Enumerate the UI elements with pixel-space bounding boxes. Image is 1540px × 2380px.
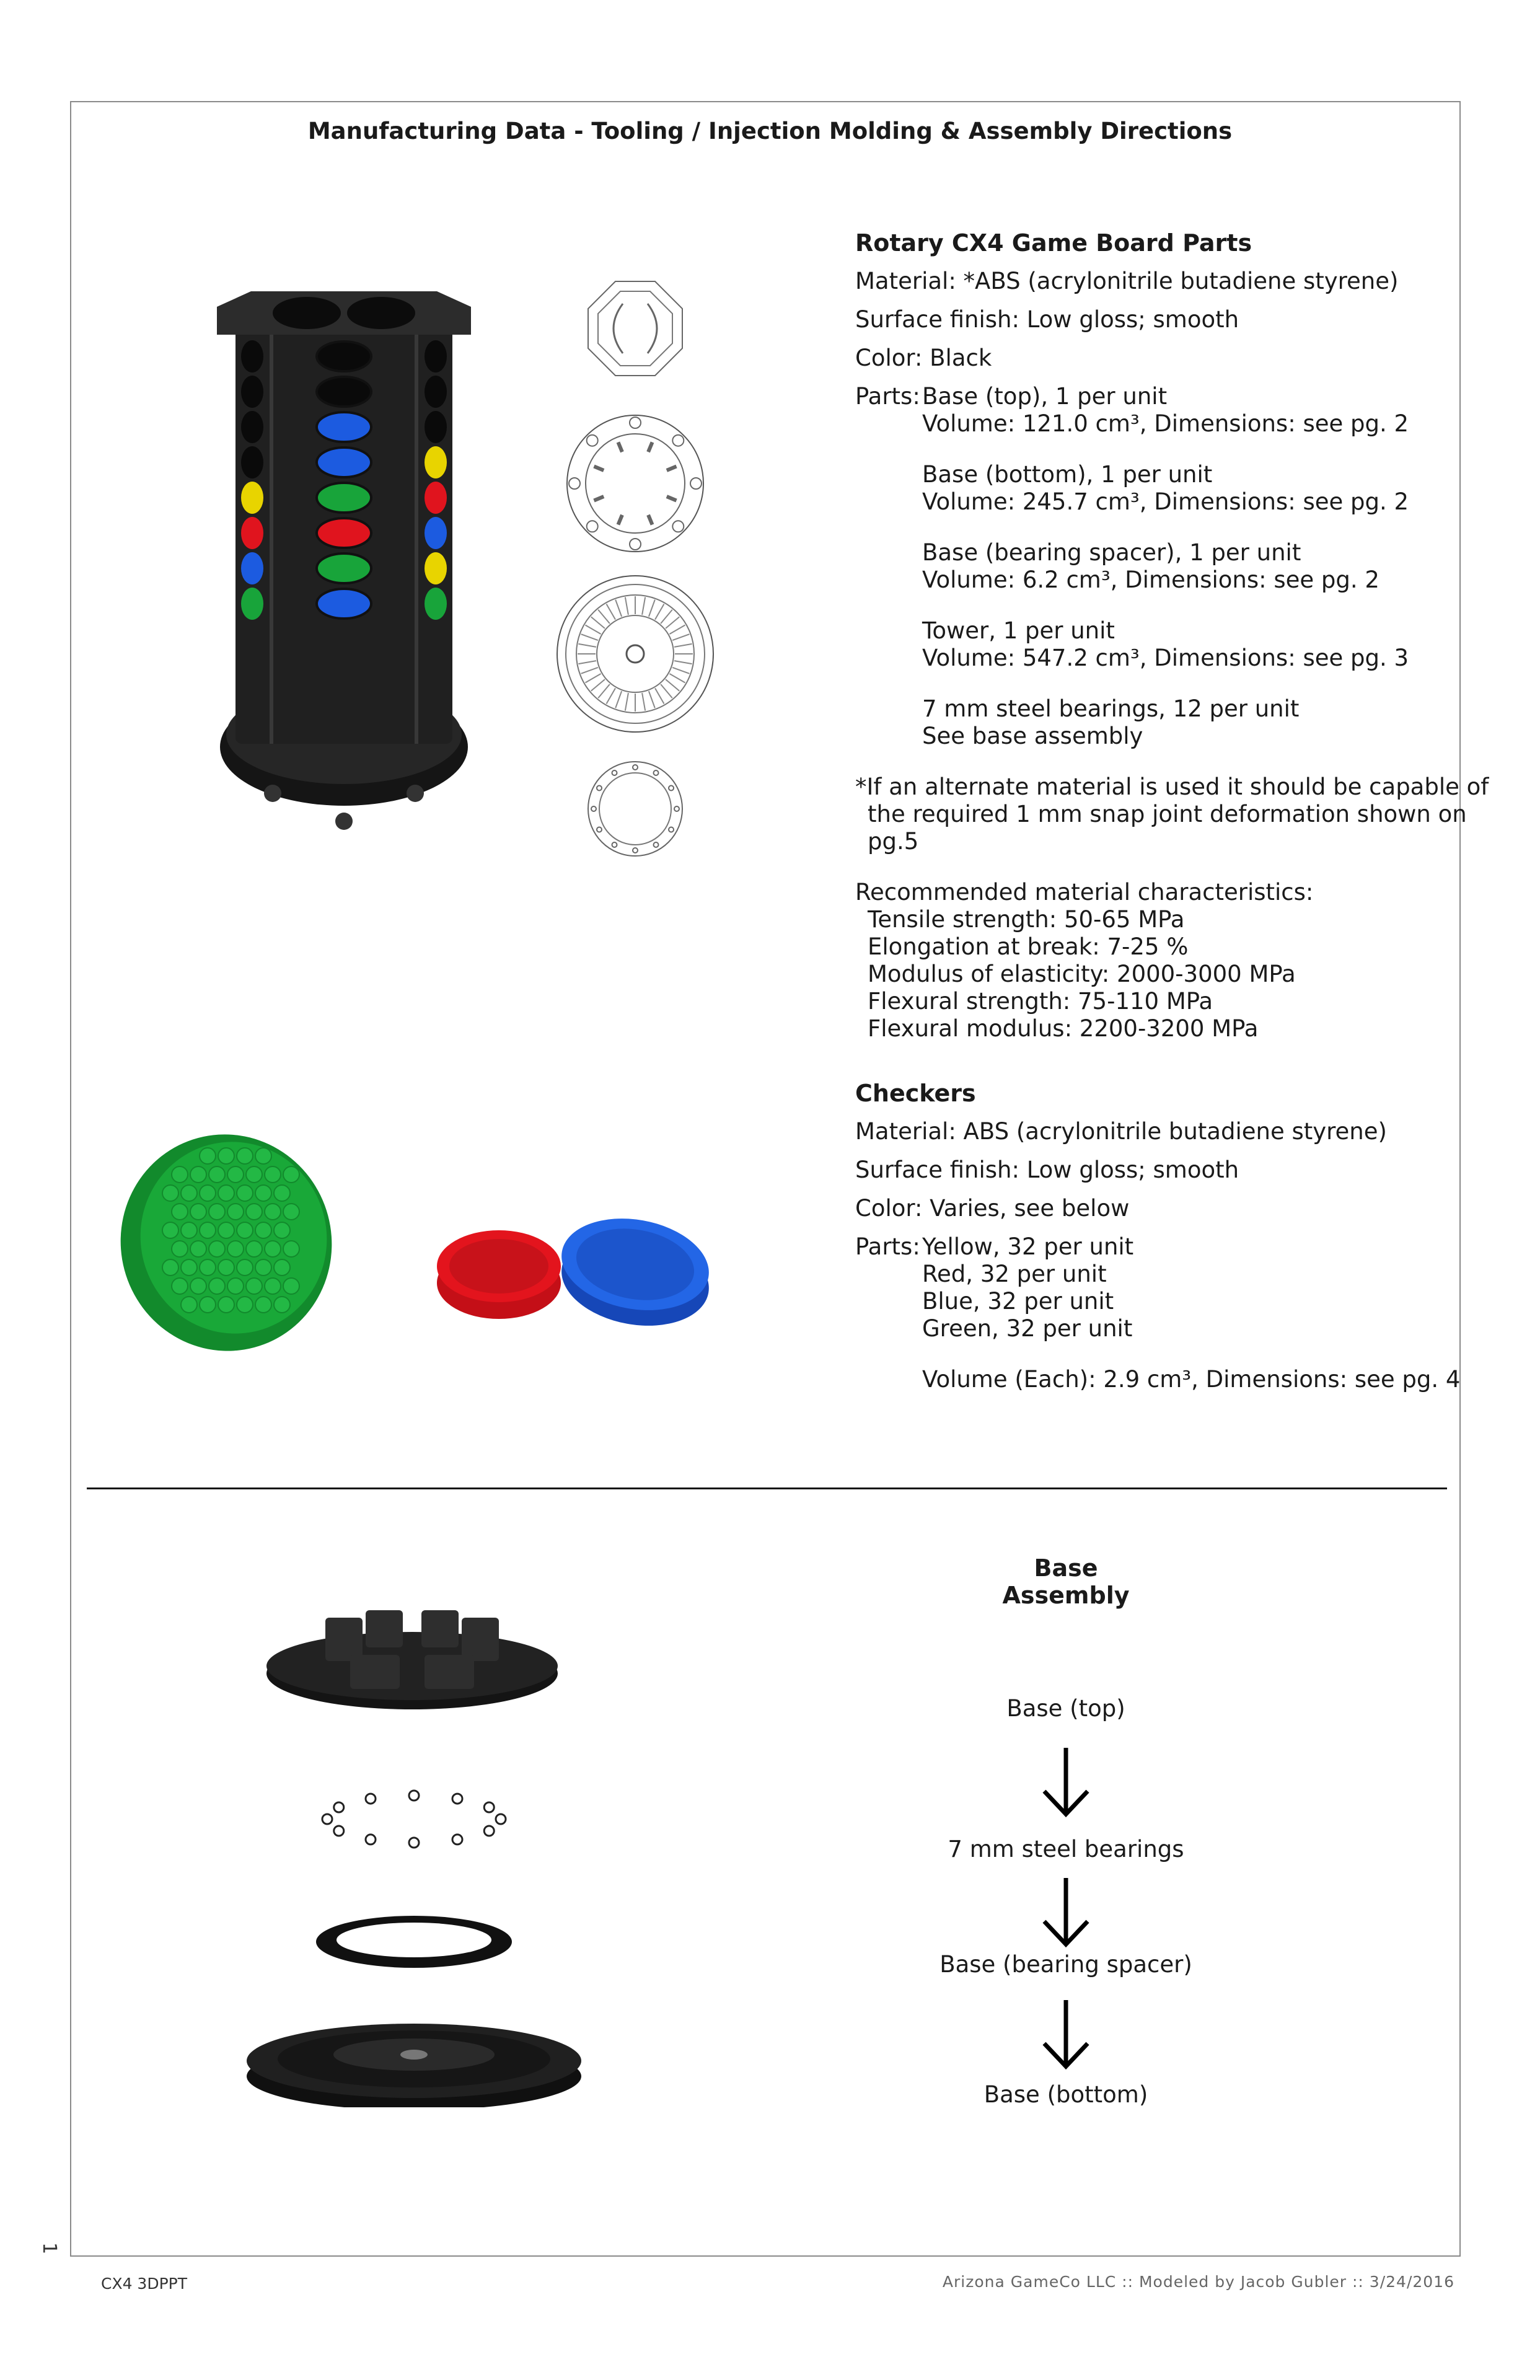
- part-detail: Volume: 121.0 cm³, Dimensions: see pg. 2: [922, 410, 1409, 437]
- tower-slot: [425, 446, 447, 478]
- tower-slot: [425, 482, 447, 514]
- rec-item: Elongation at break: 7-25 %: [868, 933, 1189, 960]
- board-surface: Surface finish: Low gloss; smooth: [855, 306, 1239, 333]
- rec-item: Flexural modulus: 2200-3200 MPa: [868, 1015, 1259, 1042]
- recommended-heading: Recommended material characteristics:: [855, 879, 1314, 906]
- bearing: [334, 1802, 344, 1812]
- bearing: [366, 1794, 376, 1804]
- tower-slot: [241, 411, 263, 443]
- checkers-color: Color: Varies, see below: [855, 1195, 1130, 1222]
- tower-slot: [241, 340, 263, 372]
- checkers-heading: Checkers: [855, 1080, 976, 1107]
- bearing: [452, 1835, 462, 1844]
- tower-slot: [317, 412, 371, 442]
- page-number: 1: [38, 2242, 61, 2255]
- part-name: Base (bearing spacer), 1 per unit: [922, 539, 1301, 566]
- tower-slot: [425, 517, 447, 549]
- tower-slot: [317, 553, 371, 583]
- base-bottom-drawing: [564, 412, 706, 555]
- board-parts-heading: Rotary CX4 Game Board Parts: [855, 229, 1252, 257]
- tower-slot: [317, 483, 371, 513]
- part-name: Tower, 1 per unit: [922, 617, 1115, 644]
- base-assembly-heading: Base Assembly: [1002, 1554, 1130, 1609]
- tower-slot: [241, 482, 263, 514]
- tower-slot: [425, 588, 447, 620]
- part-name: Base (top), 1 per unit: [922, 383, 1168, 410]
- down-arrow-icon: [1035, 1997, 1097, 2071]
- bearing-spacer-drawing: [586, 759, 685, 858]
- base-detail-drawing: [555, 573, 716, 734]
- board-material: Material: *ABS (acrylonitrile butadiene styrene): [855, 268, 1399, 294]
- tower-slot: [241, 376, 263, 408]
- bearing: [334, 1826, 344, 1836]
- down-arrow-icon: [1035, 1875, 1097, 1949]
- checkers-parts-label: Parts:: [855, 1233, 920, 1260]
- tower-slot: [241, 517, 263, 549]
- assembly-step: Base (bearing spacer): [939, 1951, 1192, 1978]
- rec-item: Tensile strength: 50-65 MPa: [868, 906, 1185, 933]
- footer-doc-id: CX4 3DPPT: [101, 2275, 188, 2293]
- bearing: [409, 1838, 419, 1848]
- section-divider: [87, 1488, 1447, 1489]
- checkers-render: [102, 1125, 741, 1357]
- note-line: *If an alternate material is used it should be capable of: [855, 774, 1489, 800]
- rec-item: Flexural strength: 75-110 MPa: [868, 988, 1213, 1015]
- tower-slot: [317, 518, 371, 548]
- part-detail: Volume: 245.7 cm³, Dimensions: see pg. 2: [922, 488, 1409, 515]
- bearing: [452, 1794, 462, 1804]
- part-detail: Volume: 547.2 cm³, Dimensions: see pg. 3: [922, 645, 1409, 671]
- part-detail: Volume: 6.2 cm³, Dimensions: see pg. 2: [922, 566, 1379, 593]
- tower-slot: [425, 376, 447, 408]
- assembly-step: Base (top): [1006, 1695, 1125, 1722]
- tower-slot: [317, 447, 371, 477]
- alternate-material-note: [855, 774, 1489, 855]
- tower-slot: [317, 377, 371, 407]
- board-parts-section: [855, 229, 1489, 1042]
- checker-part: Blue, 32 per unit: [922, 1288, 1114, 1315]
- bearing: [496, 1814, 506, 1824]
- checkers-section: [855, 1080, 1461, 1393]
- down-arrow-icon: [1035, 1745, 1097, 1819]
- tower-slot: [425, 340, 447, 372]
- bearing: [409, 1791, 419, 1800]
- footer-credit: Arizona GameCo LLC :: Modeled by Jacob Gubler :: 3/24/2016: [942, 2273, 1454, 2291]
- note-line: the required 1 mm snap joint deformation shown on: [868, 801, 1467, 827]
- part-name: 7 mm steel bearings, 12 per unit: [922, 695, 1300, 722]
- checkers-surface: Surface finish: Low gloss; smooth: [855, 1157, 1239, 1183]
- bearing: [484, 1802, 494, 1812]
- tower-slot: [425, 411, 447, 443]
- bearing: [366, 1835, 376, 1844]
- tower-slot: [241, 552, 263, 584]
- page-title: Manufacturing Data - Tooling / Injection Molding & Assembly Directions: [307, 118, 1233, 144]
- tower-slot: [241, 446, 263, 478]
- checker-volume: Volume (Each): 2.9 cm³, Dimensions: see pg. 4: [922, 1366, 1461, 1393]
- assembly-step: 7 mm steel bearings: [948, 1836, 1184, 1862]
- part-name: Base (bottom), 1 per unit: [922, 461, 1213, 488]
- base-top-drawing: [586, 279, 685, 378]
- part-detail: See base assembly: [922, 723, 1143, 749]
- tower-slot: [241, 588, 263, 620]
- note-line: pg.5: [868, 828, 919, 855]
- checker-part: Red, 32 per unit: [922, 1261, 1107, 1287]
- checker-part: Yellow, 32 per unit: [922, 1233, 1134, 1260]
- checkers-material: Material: ABS (acrylonitrile butadiene styrene): [855, 1118, 1387, 1145]
- base-assembly-render: [239, 1599, 592, 2107]
- tower-slot: [317, 589, 371, 619]
- tower-render: [214, 285, 474, 880]
- board-parts-label: Parts:: [855, 383, 920, 410]
- checker-part: Green, 32 per unit: [922, 1315, 1133, 1342]
- rec-item: Modulus of elasticity: 2000-3000 MPa: [868, 961, 1296, 987]
- assembly-step: Base (bottom): [983, 2081, 1148, 2108]
- bearing: [484, 1826, 494, 1836]
- bearing: [322, 1814, 332, 1824]
- tower-slot: [317, 342, 371, 371]
- tower-slot: [425, 552, 447, 584]
- board-color: Color: Black: [855, 345, 992, 371]
